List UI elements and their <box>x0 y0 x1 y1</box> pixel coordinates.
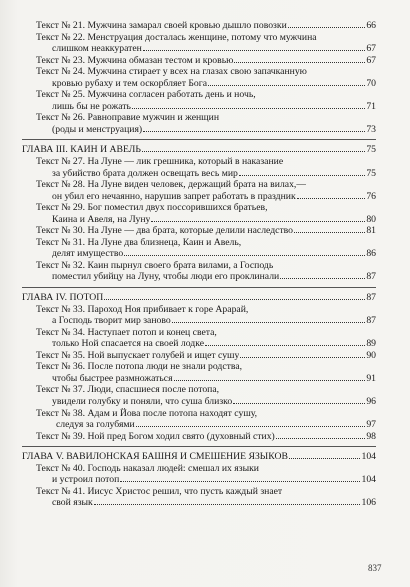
toc-page-number: 73 <box>366 123 376 135</box>
toc-line <box>22 408 376 420</box>
toc-line <box>22 101 376 113</box>
toc-line <box>22 179 376 191</box>
toc-line-text: Каина и Авеля, на Луну <box>52 213 151 225</box>
dot-leader <box>143 49 365 51</box>
toc-line <box>22 451 376 463</box>
toc-line-text: делят имущество <box>52 248 124 260</box>
toc-line <box>22 124 376 136</box>
toc-line-text: слишком неаккуратен <box>52 43 142 55</box>
toc-page-number: 76 <box>366 190 376 202</box>
toc-line <box>22 271 376 283</box>
toc-line-text: Текст № 34. Наступает потоп и конец света, <box>36 326 217 338</box>
toc-line-text: Текст № 35. Ной выпускает голубей и ищет сушу <box>36 349 240 361</box>
toc-line-text: Текст № 25. Мужчина согласен работать день и ночь, <box>36 89 256 101</box>
toc-line <box>22 350 376 362</box>
toc-line <box>22 497 376 509</box>
toc-line-text: ГЛАВА IV. ПОТОП <box>22 292 104 304</box>
toc-line <box>22 168 376 180</box>
toc-line-text: Текст № 23. Мужчина обмазан тестом и кровью <box>36 54 234 66</box>
toc-line-text: а Господь творит мир заново <box>52 315 171 327</box>
toc-line <box>22 32 376 44</box>
toc-entry[interactable] <box>22 463 376 486</box>
toc-line <box>22 20 376 32</box>
toc-page-number: 67 <box>366 43 376 55</box>
toc-page-number: 104 <box>361 474 376 486</box>
toc-entry[interactable] <box>22 225 376 237</box>
toc-entry[interactable] <box>22 66 376 89</box>
toc-line-text: ГЛАВА III. КАИН И АВЕЛЬ <box>22 144 141 156</box>
toc-page-number: 106 <box>361 497 376 509</box>
toc-entry[interactable] <box>22 202 376 225</box>
dot-leader <box>234 61 365 63</box>
toc-line-text: Текст № 38. Адам и Йова после потопа находят сушу, <box>36 407 258 419</box>
toc-entry[interactable] <box>22 327 376 350</box>
toc-line <box>22 237 376 249</box>
toc-line <box>22 248 376 260</box>
dot-leader <box>172 321 366 323</box>
toc-line-text: лишь бы не рожать <box>52 100 131 112</box>
toc-entry[interactable] <box>22 304 376 327</box>
toc-page-number: 91 <box>366 372 376 384</box>
toc-entry[interactable] <box>22 179 376 202</box>
toc-page-number: 87 <box>366 271 376 283</box>
dot-leader <box>294 231 365 233</box>
toc-entry[interactable] <box>22 237 376 260</box>
toc-entry[interactable] <box>22 350 376 362</box>
toc-line-text: только Ной спасается на своей лодке <box>52 338 205 350</box>
toc-entry[interactable] <box>22 486 376 509</box>
toc-line <box>22 384 376 396</box>
toc-line <box>22 419 376 431</box>
toc-line <box>22 373 376 385</box>
toc-line-text: он убил его нечаянно, нарушив запрет работать в праздник <box>52 190 296 202</box>
toc-page-number: 71 <box>366 100 376 112</box>
toc-line <box>22 66 376 78</box>
toc-entry[interactable] <box>22 32 376 55</box>
toc-line <box>22 260 376 272</box>
toc-page-number: 66 <box>366 20 376 31</box>
page-number: 837 <box>368 563 382 573</box>
toc-line <box>22 338 376 350</box>
toc-line-text: Текст № 26. Равноправие мужчин и женщин <box>36 112 220 124</box>
toc-line <box>22 431 376 443</box>
chapter-heading[interactable] <box>22 144 376 156</box>
toc-line-text: увидели голубку и поняли, что суша близко <box>52 395 233 407</box>
toc-line-text: Текст № 33. Пароход Ноя прибивает к горе Арарай, <box>36 303 249 315</box>
toc-line-text: ГЛАВА V. ВАВИЛОНСКАЯ БАШНЯ И СМЕШЕНИЕ ЯЗЫКОВ <box>22 451 288 463</box>
toc-page-number: 70 <box>366 77 376 89</box>
toc-page-number: 87 <box>366 315 376 327</box>
toc-line-text: Текст № 29. Бог поместил двух поссорившихся братьев, <box>36 202 268 214</box>
toc-line-text: свой язык <box>52 497 93 509</box>
dot-leader <box>142 150 365 152</box>
dot-leader <box>132 107 365 109</box>
dot-leader <box>136 425 366 427</box>
chapter-divider <box>22 287 376 288</box>
toc-line <box>22 55 376 67</box>
chapter-divider <box>22 139 376 140</box>
dot-leader <box>143 130 365 132</box>
dot-leader <box>280 277 365 279</box>
toc-page-number: 90 <box>366 349 376 361</box>
toc-page-number: 67 <box>366 54 376 66</box>
toc-page-number: 96 <box>366 395 376 407</box>
toc-line <box>22 463 376 475</box>
chapter-heading[interactable] <box>22 292 376 304</box>
dot-leader <box>208 84 365 86</box>
toc-entry[interactable] <box>22 89 376 112</box>
dot-leader <box>276 437 366 439</box>
toc-line <box>22 486 376 498</box>
table-of-contents <box>22 20 376 509</box>
toc-line <box>22 304 376 316</box>
toc-page-number: 75 <box>366 144 376 156</box>
toc-page-number: 81 <box>366 225 376 237</box>
toc-line-text: (роды и менструация) <box>52 123 143 135</box>
toc-line <box>22 191 376 203</box>
toc-line-text: Текст № 37. Люди, спасшиеся после потопа, <box>36 384 220 396</box>
toc-page-number: 89 <box>366 338 376 350</box>
toc-line <box>22 144 376 156</box>
toc-line-text: Текст № 40. Господь наказал людей: смешал их языки <box>36 462 259 474</box>
toc-line <box>22 202 376 214</box>
toc-entry[interactable] <box>22 431 376 443</box>
toc-line <box>22 361 376 373</box>
toc-line-text: Текст № 36. После потопа люди не знали родства, <box>36 361 243 373</box>
toc-line-text: за убийство брата должен освещать весь мир <box>52 167 238 179</box>
dot-leader <box>151 220 365 222</box>
toc-line-text: Текст № 39. Ной пред Богом ходил свято (духовный стих) <box>36 430 275 442</box>
toc-line <box>22 327 376 339</box>
toc-line <box>22 292 376 304</box>
toc-line <box>22 89 376 101</box>
dot-leader <box>297 197 366 199</box>
toc-entry[interactable] <box>22 55 376 67</box>
toc-entry[interactable] <box>22 361 376 384</box>
toc-line-text: Текст № 32. Каин пырнул своего брата вилами, а Господь <box>36 259 274 271</box>
toc-page-number: 86 <box>366 248 376 260</box>
toc-line-text: Текст № 21. Мужчина замарал своей кровью дышло повозки <box>36 20 287 31</box>
toc-line-text: чтобы быстрее размножаться <box>52 372 173 384</box>
dot-leader <box>289 457 361 459</box>
toc-line-text: Текст № 22. Менструация досталась женщине, потому что мужчина <box>36 31 317 43</box>
toc-line-text: Текст № 41. Иисус Христос решил, что пусть каждый знает <box>36 485 283 497</box>
dot-leader <box>124 254 365 256</box>
chapter-heading[interactable] <box>22 451 376 463</box>
toc-line <box>22 315 376 327</box>
toc-line-text: Текст № 24. Мужчина стирает у всех на глазах свою запачканную <box>36 66 307 78</box>
toc-line-text: кровью рубаху и тем оскорбляет Бога <box>52 77 208 89</box>
toc-page-number: 98 <box>366 430 376 442</box>
toc-page-number: 80 <box>366 213 376 225</box>
toc-entry[interactable] <box>22 112 376 135</box>
dot-leader <box>233 402 365 404</box>
toc-page-number: 104 <box>361 451 376 463</box>
toc-line-text: Текст № 27. На Луне — лик грешника, который в наказание <box>36 156 284 168</box>
toc-entry[interactable] <box>22 260 376 283</box>
toc-line-text: Текст № 30. На Луне — два брата, которые делили наследство <box>36 225 294 237</box>
dot-leader <box>288 26 366 28</box>
toc-entry[interactable] <box>22 408 376 431</box>
toc-line <box>22 396 376 408</box>
dot-leader <box>239 174 365 176</box>
toc-page-number: 87 <box>366 292 376 304</box>
toc-line <box>22 112 376 124</box>
dot-leader <box>205 344 365 346</box>
toc-page-number: 97 <box>366 419 376 431</box>
toc-page-number: 75 <box>366 167 376 179</box>
toc-entry[interactable] <box>22 384 376 407</box>
toc-entry[interactable] <box>22 156 376 179</box>
toc-line-text: Текст № 28. На Луне виден человек, держащий брата на вилах,— <box>36 179 307 191</box>
toc-line <box>22 474 376 486</box>
dot-leader <box>104 298 365 300</box>
dot-leader <box>240 356 365 358</box>
toc-line <box>22 43 376 55</box>
dot-leader <box>120 480 360 482</box>
toc-line-text: поместил убийцу на Луну, чтобы люди его проклинали <box>52 271 280 283</box>
chapter-divider <box>22 446 376 447</box>
toc-line-text: и устроил потоп <box>52 474 120 486</box>
toc-entry[interactable] <box>22 20 376 32</box>
toc-line <box>22 78 376 90</box>
toc-line-text: следуя за голубями <box>56 419 135 431</box>
toc-line <box>22 214 376 226</box>
toc-line-text: Текст № 31. На Луне два близнеца, Каин и Авель, <box>36 236 242 248</box>
toc-line <box>22 156 376 168</box>
dot-leader <box>174 379 366 381</box>
toc-line <box>22 225 376 237</box>
dot-leader <box>94 503 361 505</box>
